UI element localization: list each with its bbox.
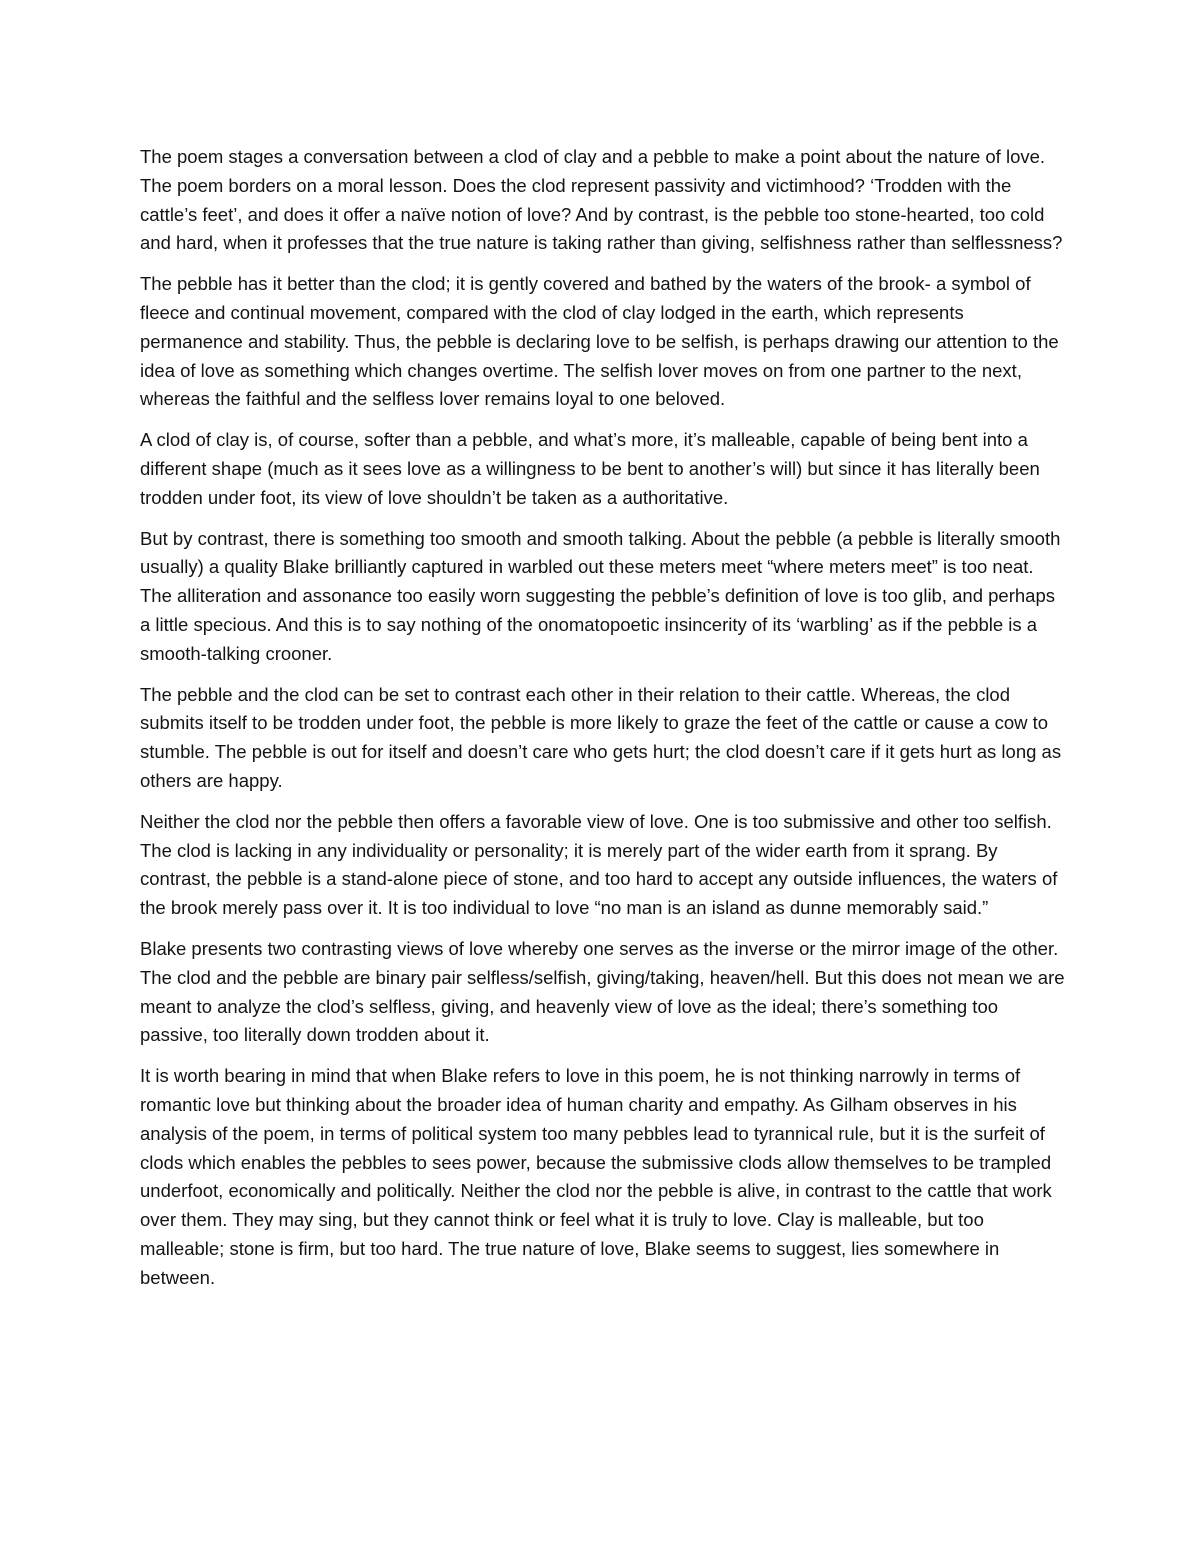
paragraph-5: The pebble and the clod can be set to contrast each other in their relation to their cattle. Whereas, the clod submits itself to be trodden under foot, the pebble is more likely to graze the feet of the cattle or cause a cow to stumble. The pebble is out for itself and doesn’t care who gets hurt; the clod doesn’t care if it gets hurt as long as others are happy. bbox=[140, 683, 1062, 791]
paragraph-7: Blake presents two contrasting views of love whereby one serves as the inverse or the mirror image of the other. The clod and the pebble are binary pair selfless/selfish, giving/taking, heaven/hell. But this does not mean we are meant to analyze the clod’s selfless, giving, and heavenly view of love as the ideal; there’s something too passive, too literally down trodden about it. bbox=[140, 937, 1065, 1046]
paragraph-1: The poem stages a conversation between a clod of clay and a pebble to make a point about the nature of love. The poem borders on a moral lesson. Does the clod represent passivity and victimhood? ‘Trodden with the cattle’s feet’, and does it offer a naïve notion of love? And by contrast, is the pebble too stone-hearted, too cold and hard, when it professes that the true nature is taking rather than giving, selfishness rather than selflessness? bbox=[140, 146, 1063, 254]
paragraph-3: A clod of clay is, of course, softer than a pebble, and what’s more, it’s malleable, capable of being bent into a different shape (much as it sees love as a willingness to be bent to another’s will) but since it has literally been trodden under foot, its view of love shouldn’t be taken as a authoritative. bbox=[140, 429, 1040, 508]
paragraph-2: The pebble has it better than the clod; it is gently covered and bathed by the waters of the brook- a symbol of fleece and continual movement, compared with the clod of clay lodged in the earth, which represents permanence and stability. Thus, the pebble is declaring love to be selfish, is perhaps drawing our attention to the idea of love as something which changes overtime. The selfish lover moves on from one partner to the next, whereas the faithful and the selfless lover remains loyal to one beloved. bbox=[140, 273, 1059, 410]
paragraph-4: But by contrast, there is something too smooth and smooth talking. About the pebble (a pebble is literally smooth usually) a quality Blake brilliantly captured in warbled out these meters meet “where meters meet” is too neat. The alliteration and assonance too easily worn suggesting the pebble’s definition of love is too glib, and perhaps a little specious. And this is to say nothing of the onomatopoetic insincerity of its ‘warbling’ as if the pebble is a smooth-talking crooner. bbox=[140, 527, 1061, 664]
paragraph-6: Neither the clod nor the pebble then offers a favorable view of love. One is too submissive and other too selfish. The clod is lacking in any individuality or personality; it is merely part of the wider earth from it sprang. By contrast, the pebble is a stand-alone piece of stone, and too hard to accept any outside influences, the waters of the brook merely pass over it. It is too individual to love “no man is an island as dunne memorably said.” bbox=[140, 810, 1058, 919]
paragraph-8: It is worth bearing in mind that when Blake refers to love in this poem, he is not thinking narrowly in terms of romantic love but thinking about the broader idea of human charity and empathy. As Gilham observes in his analysis of the poem, in terms of political system too many pebbles lead to tyrannical rule, but it is the surfeit of clods which enables the pebbles to sees power, because the submissive clods allow themselves to be trampled underfoot, economically and politically. Neither the clod nor the pebble is alive, in contrast to the cattle that work over them. They may sing, but they cannot think or feel what it is truly to love. Clay is malleable, but too malleable; stone is firm, but too hard. The true nature of love, Blake seems to suggest, lies somewhere in between. bbox=[140, 1065, 1052, 1288]
document-body bbox=[140, 143, 1070, 1304]
